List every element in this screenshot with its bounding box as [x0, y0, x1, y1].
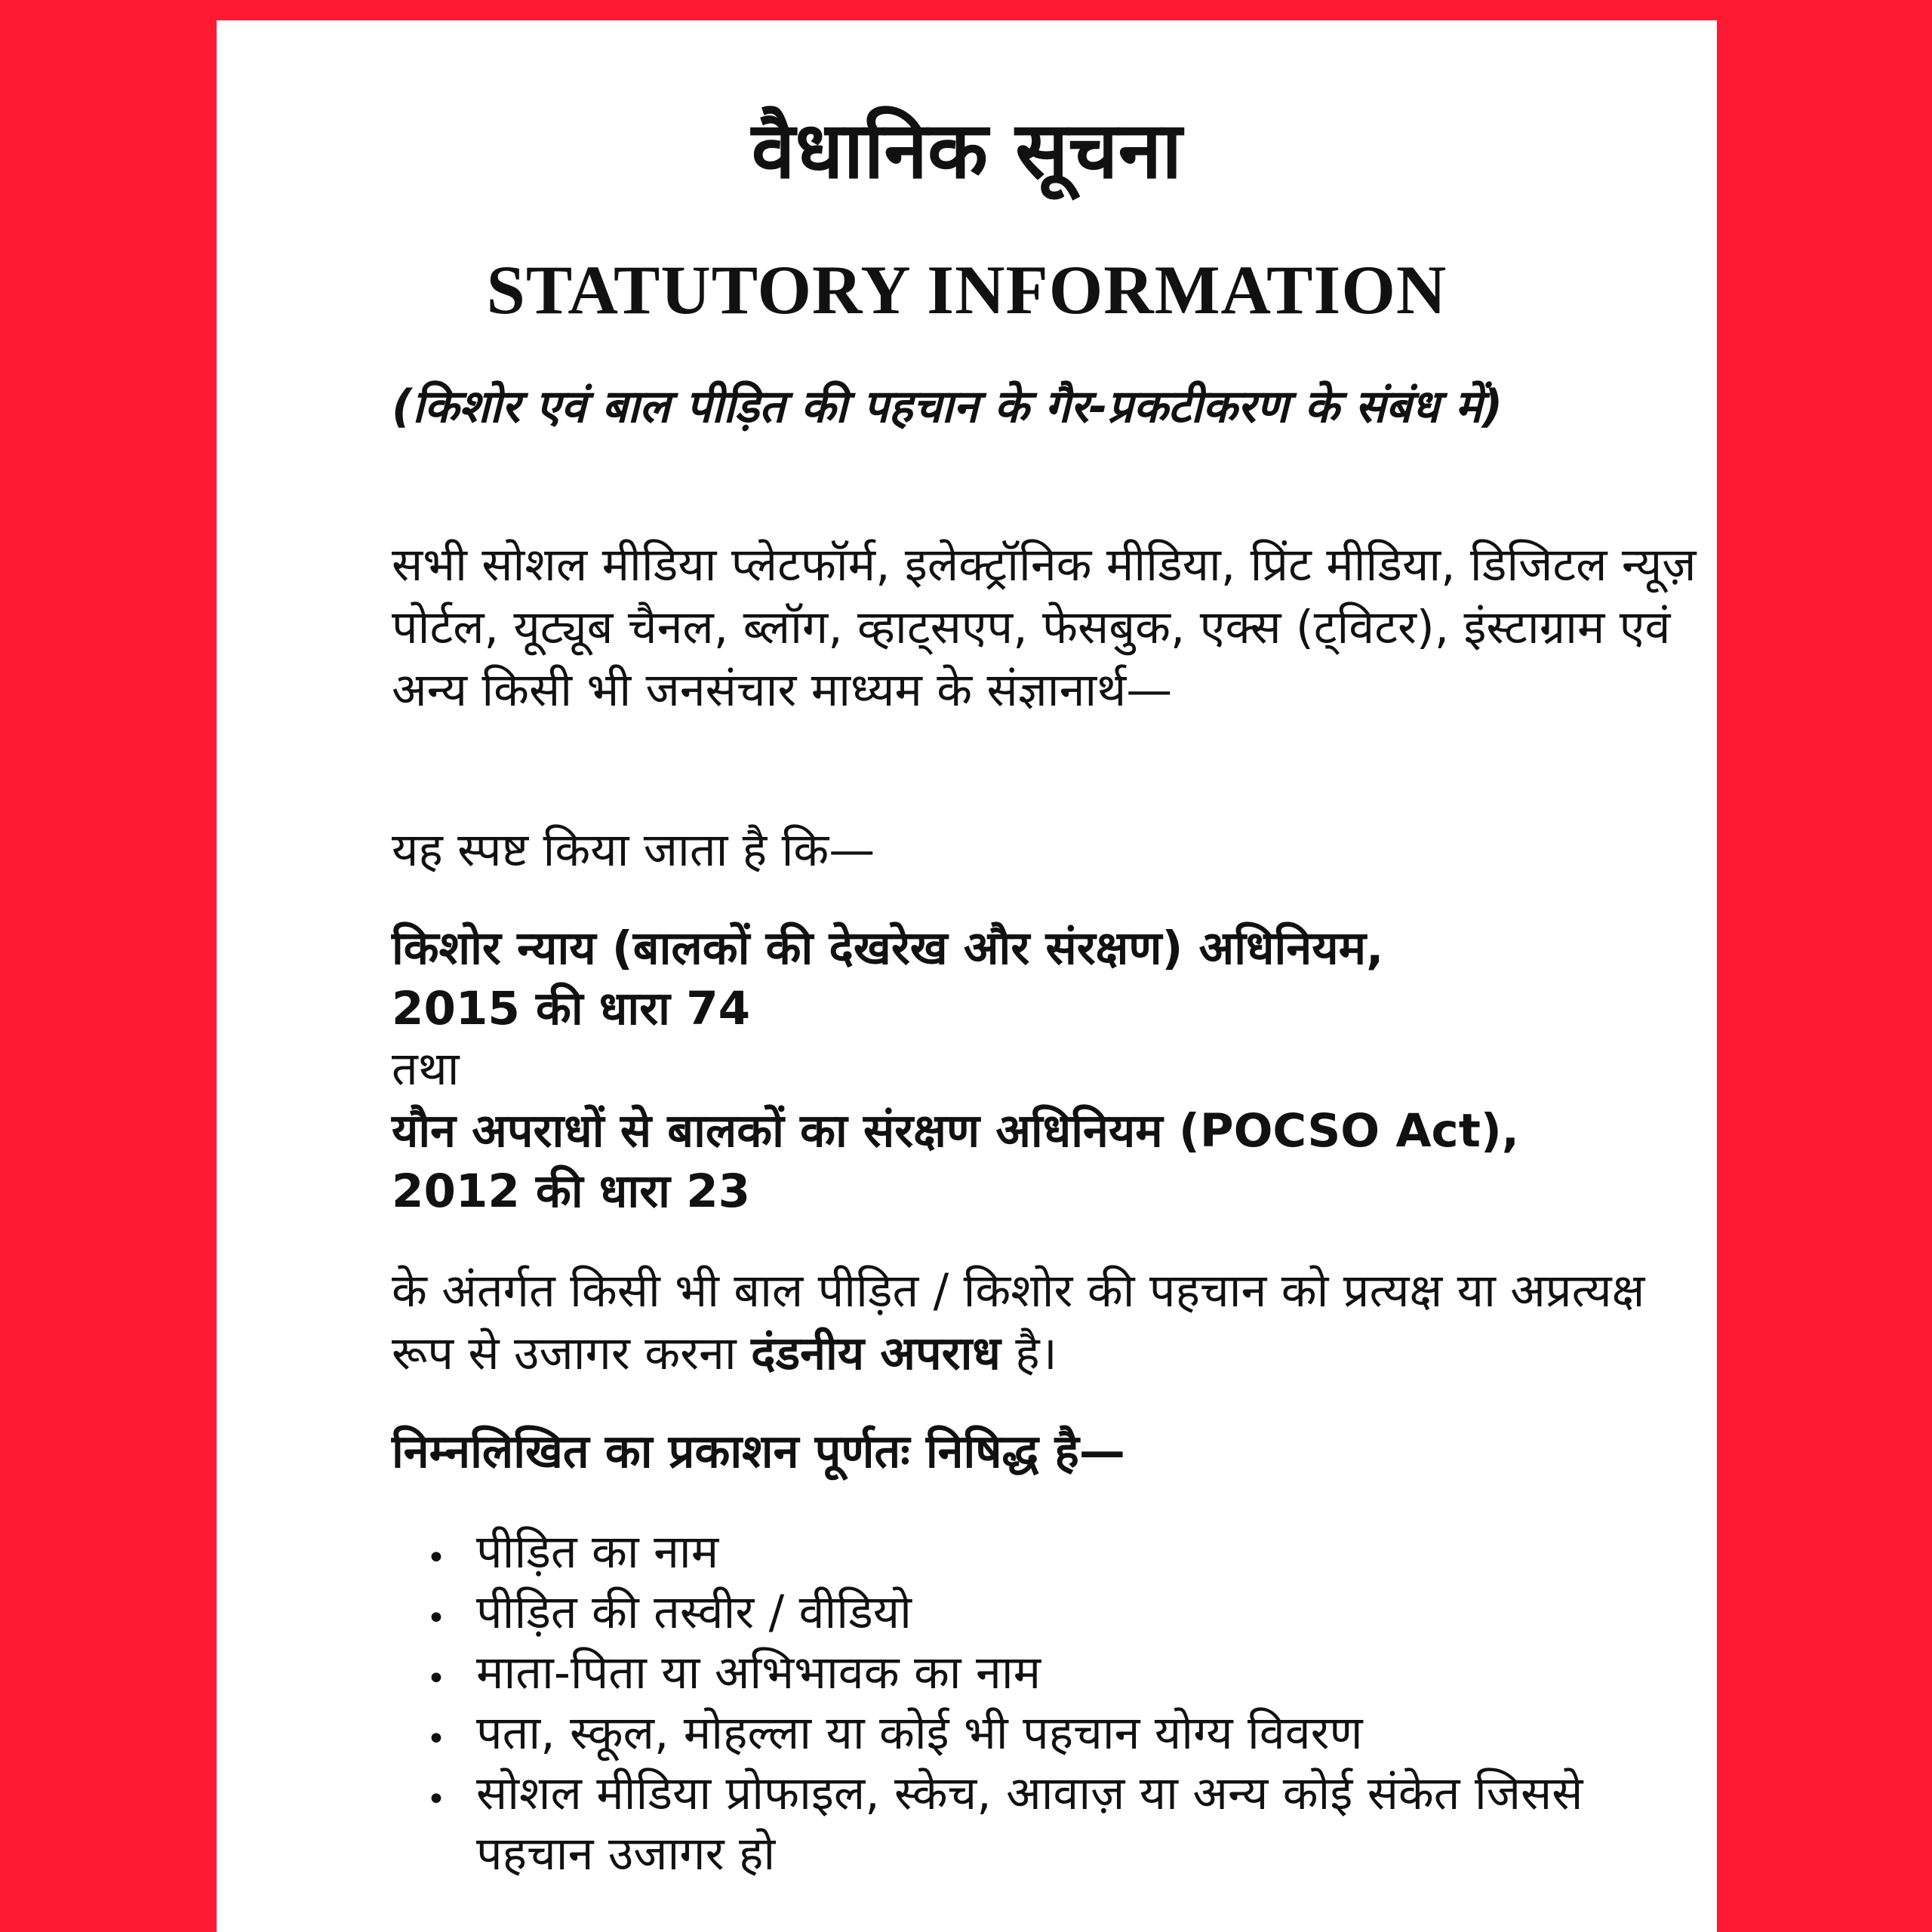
list-item	[426, 1583, 1709, 1643]
prohibited-heading: निम्नलिखित का प्रकाशन पूर्णतः निषिद्ध है—	[392, 1425, 1125, 1478]
list-item-text: पता, स्कूल, मोहल्ला या कोई भी पहचान योग्य विवरण	[476, 1706, 1363, 1760]
effect-tail: है।	[1000, 1327, 1057, 1380]
list-item-text: पीड़ित का नाम	[476, 1525, 719, 1579]
list-item	[426, 1764, 1709, 1884]
law-pocso	[392, 1101, 1720, 1222]
list-item-text: पीड़ित की तस्वीर / वीडियो	[476, 1586, 912, 1639]
bullet-icon: •	[426, 1599, 446, 1638]
subtitle: (किशोर एवं बाल पीड़ित की पहचान के गैर-प्रकटीकरण के संबंध में)	[392, 380, 1503, 433]
law-2-line-2: 2012 की धारा 23	[392, 1164, 751, 1218]
list-item	[426, 1643, 1709, 1703]
law-2-line-1: यौन अपराधों से बालकों का संरक्षण अधिनियम (POCSO Act),	[392, 1104, 1519, 1158]
effect-offense: दंडनीय अपराध	[751, 1327, 1001, 1380]
effect-text: के अंतर्गत किसी भी बाल पीड़ित / किशोर की पहचान को प्रत्यक्ष या अप्रत्यक्ष रूप से उजागर करना	[392, 1264, 1645, 1380]
bullet-icon: •	[426, 1660, 446, 1698]
effect-paragraph	[392, 1260, 1720, 1385]
law-1-line-2: 2015 की धारा 74	[392, 982, 751, 1035]
title-hindi: वैधानिक सूचना	[751, 104, 1183, 196]
notice-page	[217, 20, 1717, 1932]
list-item	[426, 1703, 1709, 1764]
conjunction-text: तथा	[392, 1042, 460, 1096]
bullet-icon: •	[426, 1780, 446, 1819]
intro-paragraph: सभी सोशल मीडिया प्लेटफॉर्म, इलेक्ट्रॉनिक मीडिया, प्रिंट मीडिया, डिजिटल न्यूज़ पोर्टल, यूट्यूब चैनल, ब्लॉग, व्हाट्सएप, फेसबुक, एक्स (ट्विटर), इंस्टाग्राम एवं अन्य किसी भी जनसंचार माध्यम के संज्ञानार्थ—	[392, 538, 1697, 717]
clarification-line: यह स्पष्ट किया जाता है कि—	[392, 823, 875, 877]
bullet-icon: •	[426, 1539, 446, 1577]
law-juvenile-justice	[392, 918, 1720, 1039]
bullet-icon: •	[426, 1720, 446, 1758]
list-item	[426, 1522, 1709, 1583]
title-english: STATUTORY INFORMATION	[486, 251, 1447, 328]
law-conjunction	[392, 1039, 1720, 1100]
list-item-text: सोशल मीडिया प्रोफाइल, स्केच, आवाज़ या अन्य कोई संकेत जिससे पहचान उजागर हो	[476, 1767, 1583, 1881]
list-item-text: माता-पिता या अभिभावक का नाम	[476, 1646, 1041, 1700]
law-1-line-1: किशोर न्याय (बालकों की देखरेख और संरक्षण) अधिनियम,	[392, 921, 1384, 975]
prohibited-list	[426, 1522, 1709, 1884]
